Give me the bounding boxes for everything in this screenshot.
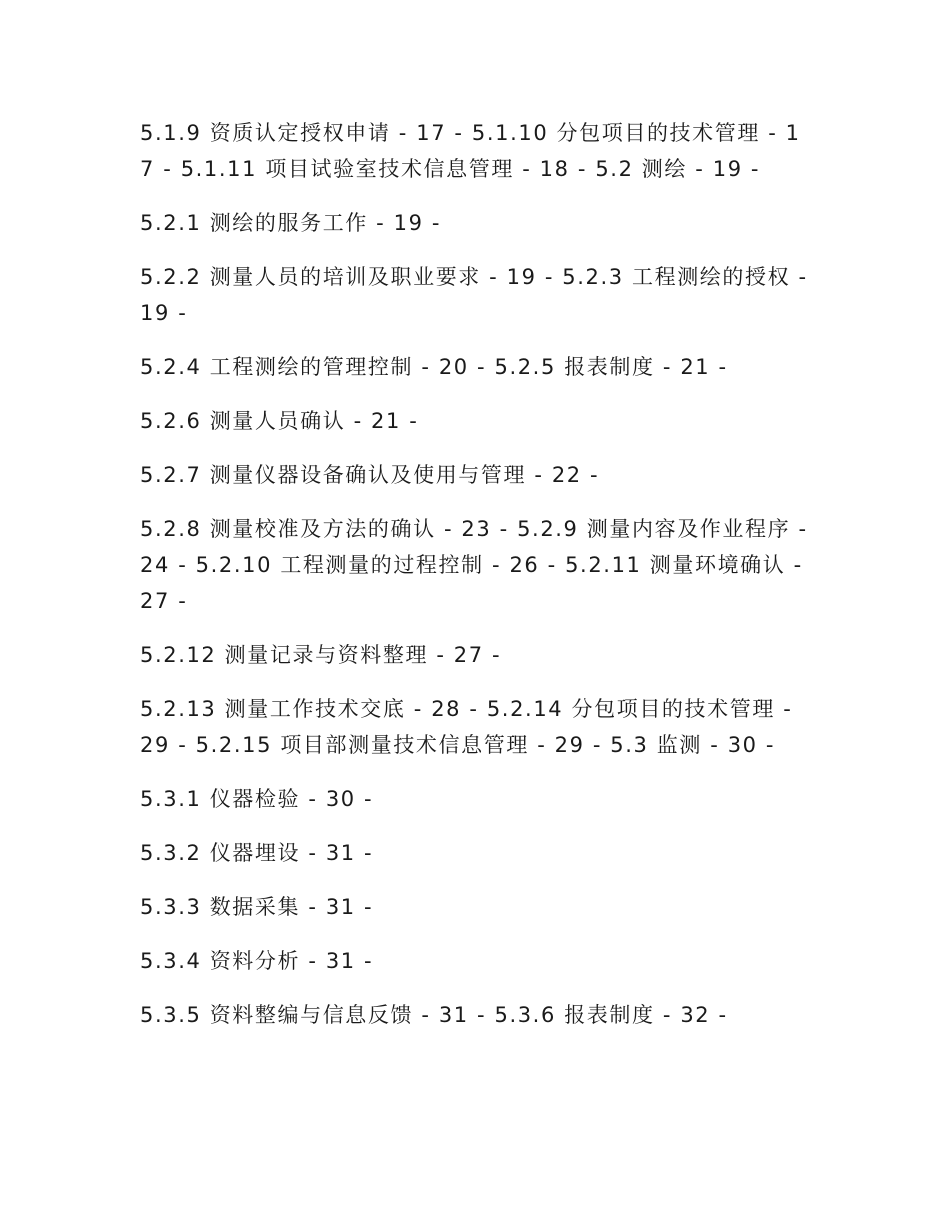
toc-paragraph: 5.2.2 测量人员的培训及职业要求 - 19 - 5.2.3 工程测绘的授权 - 19 - [140,265,808,325]
toc-paragraph: 5.1.9 资质认定授权申请 - 17 - 5.1.10 分包项目的技术管理 - 17 - 5.1.11 项目试验室技术信息管理 - 18 - 5.2 测绘 - 19 - [140,121,801,181]
toc-paragraph: 5.3.3 数据采集 - 31 - [140,895,374,919]
toc-paragraph: 5.2.13 测量工作技术交底 - 28 - 5.2.14 分包项目的技术管理 - 29 - 5.2.15 项目部测量技术信息管理 - 29 - 5.3 监测 - 30 - [140,697,793,757]
toc-paragraph: 5.3.1 仪器检验 - 30 - [140,787,374,811]
toc-paragraph: 5.2.8 测量校准及方法的确认 - 23 - 5.2.9 测量内容及作业程序 - 24 - 5.2.10 工程测量的过程控制 - 26 - 5.2.11 测量环境确认 - 27 - [140,517,808,613]
toc-paragraph: 5.3.2 仪器埋设 - 31 - [140,841,374,865]
toc-paragraph: 5.2.4 工程测绘的管理控制 - 20 - 5.2.5 报表制度 - 21 - [140,355,728,379]
toc-paragraph: 5.2.7 测量仪器设备确认及使用与管理 - 22 - [140,463,600,487]
toc-content [140,115,815,1051]
toc-paragraph: 5.2.12 测量记录与资料整理 - 27 - [140,643,502,667]
toc-paragraph: 5.2.1 测绘的服务工作 - 19 - [140,211,442,235]
toc-paragraph: 5.3.4 资料分析 - 31 - [140,949,374,973]
toc-paragraph: 5.3.5 资料整编与信息反馈 - 31 - 5.3.6 报表制度 - 32 - [140,1003,728,1027]
toc-paragraph: 5.2.6 测量人员确认 - 21 - [140,409,419,433]
